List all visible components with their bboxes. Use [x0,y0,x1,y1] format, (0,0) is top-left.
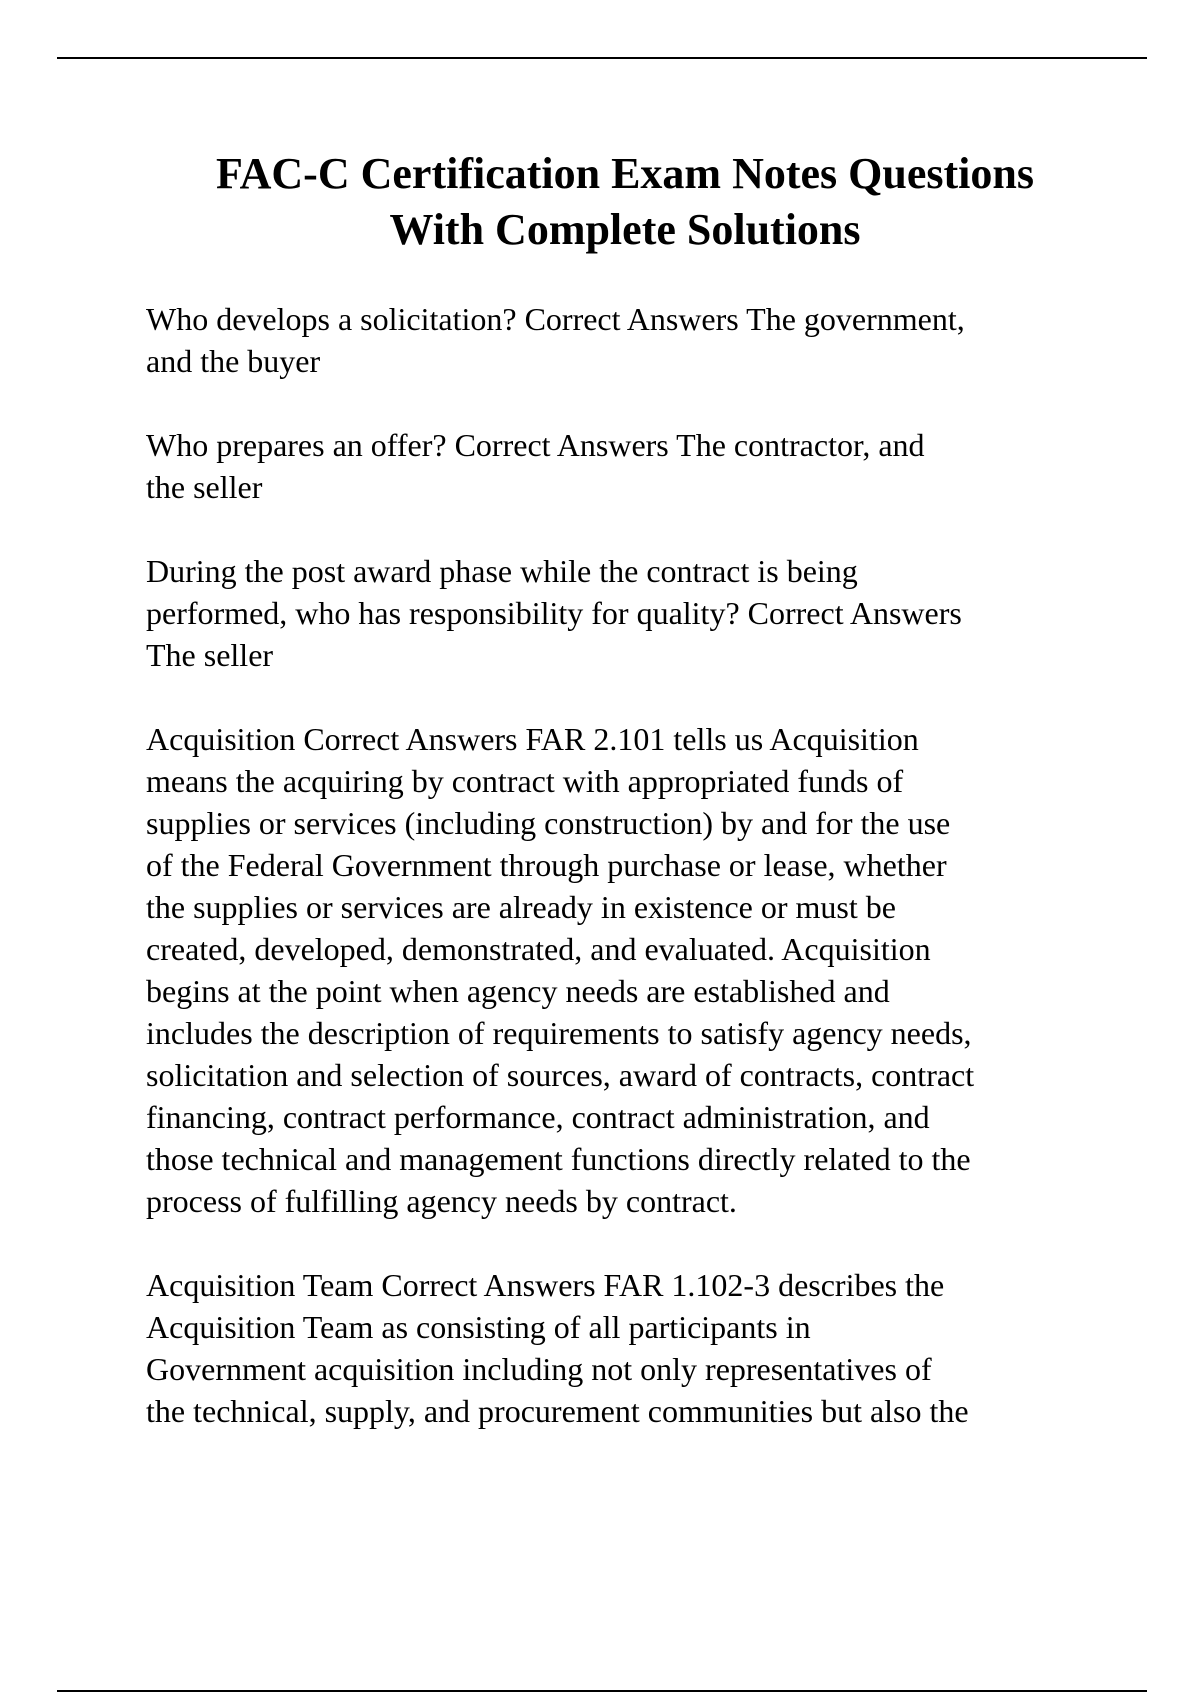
text-line: financing, contract performance, contract administration, and [146,1099,930,1135]
text-line: the supplies or services are already in existence or must be [146,889,896,925]
qa-entry-acquisition-team [146,1264,1106,1432]
text-line: solicitation and selection of sources, award of contracts, contract [146,1057,975,1093]
text-line: Who develops a solicitation? Correct Answers The government, [146,301,965,337]
text-line: The seller [146,637,274,673]
text-line: and the buyer [146,343,321,379]
qa-entry-acquisition [146,718,1106,1222]
text-line: begins at the point when agency needs are established and [146,973,890,1009]
text-line: includes the description of requirements to satisfy agency needs, [146,1015,972,1051]
text-line: Acquisition Team Correct Answers FAR 1.102-3 describes the [146,1267,945,1303]
text-line: means the acquiring by contract with appropriated funds of [146,763,904,799]
text-line: Acquisition Correct Answers FAR 2.101 tells us Acquisition [146,721,919,757]
top-rule [57,57,1147,59]
document-title [100,146,1150,258]
text-line: Acquisition Team as consisting of all participants in [146,1309,811,1345]
text-line: Government acquisition including not only representatives of [146,1351,932,1387]
title-line-1: FAC-C Certification Exam Notes Questions [216,149,1034,198]
text-line: created, developed, demonstrated, and evaluated. Acquisition [146,931,931,967]
text-line: process of fulfilling agency needs by contract. [146,1183,737,1219]
document-body [146,298,1106,1474]
text-line: those technical and management functions directly related to the [146,1141,971,1177]
qa-entry-solicitation [146,298,1106,382]
text-line: the technical, supply, and procurement communities but also the [146,1393,969,1429]
qa-entry-offer [146,424,1106,508]
text-line: During the post award phase while the contract is being [146,553,858,589]
text-line: Who prepares an offer? Correct Answers The contractor, and [146,427,925,463]
bottom-rule [57,1690,1147,1692]
qa-entry-quality [146,550,1106,676]
text-line: performed, who has responsibility for quality? Correct Answers [146,595,962,631]
title-line-2: With Complete Solutions [389,205,861,254]
text-line: of the Federal Government through purchase or lease, whether [146,847,947,883]
text-line: supplies or services (including construction) by and for the use [146,805,951,841]
text-line: the seller [146,469,263,505]
